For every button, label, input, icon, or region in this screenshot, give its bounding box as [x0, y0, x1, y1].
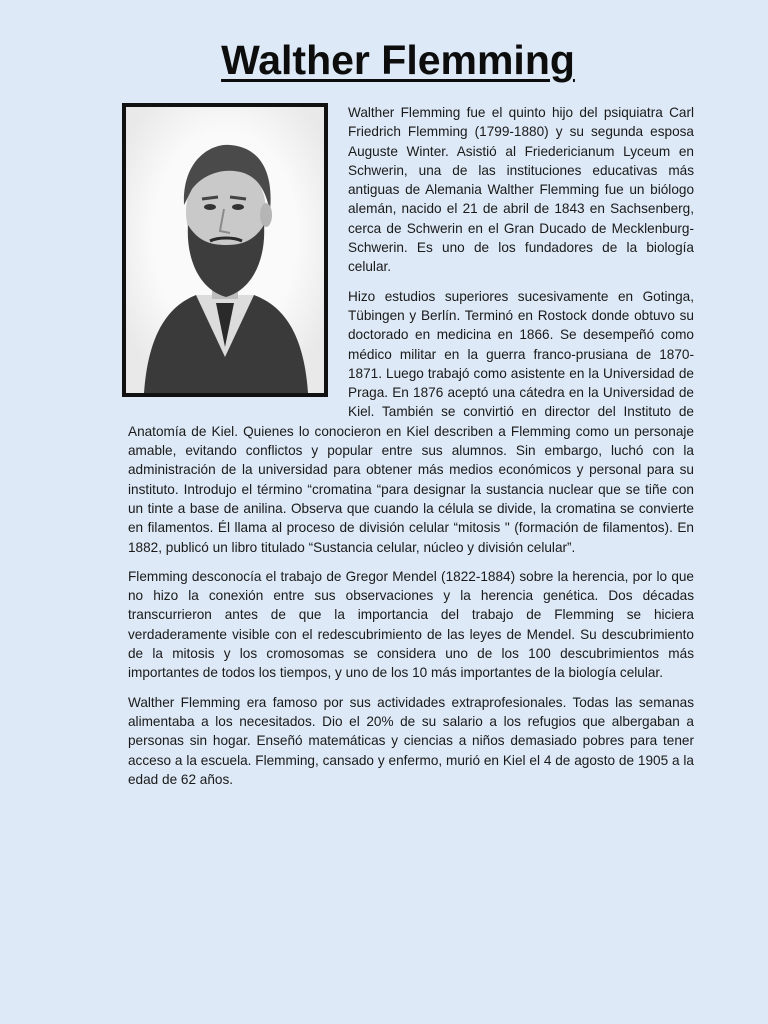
portrait-photo-icon — [126, 107, 324, 393]
portrait-photo — [122, 103, 328, 397]
paragraph-3: Flemming desconocía el trabajo de Gregor Mendel (1822-1884) sobre la herencia, por lo que no hizo la conexión entre sus observaciones y la herencia genética. Dos décadas transcurrieron antes de que la importancia del trabajo de Flemming se hiciera verdaderamente visible con el redescubrimiento de las leyes de Mendel. Su descubrimiento de la mitosis y los cromosomas se considera uno de los 100 descubrimientos más importantes de todos los tiempos, y uno de los 10 más importantes de la biología celular. — [128, 568, 694, 681]
paragraph-4: Walther Flemming era famoso por sus actividades extraprofesionales. Todas las semanas alimentaba a los necesitados. Dio el 20% de su salario a los refugios que albergaban a personas sin hogar. Enseñó matemáticas y ciencias a niños demasiado pobres para tener acceso a la escuela. Flemming, cansado y enfermo, murió en Kiel el 4 de agosto de 1905 a la edad de 62 años. — [128, 694, 694, 787]
document-body — [128, 103, 694, 799]
paragraph-2: Hizo estudios superiores sucesivamente en Gotinga, Tübingen y Berlín. Terminó en Rostock donde obtuvo su doctorado en medicina en 1866. Se desempeñó como médico militar en la guerra franco-prusiana de 1870-1871. Luego trabajó como asistente en la Universidad de Praga. En 1876 aceptó una cátedra en la Universidad de Kiel. También se convirtió en director del Instituto de Anatomía de Kiel. Quienes lo conocieron en Kiel describen a Flemming como un personaje amable, evitando conflictos y popular entre sus alumnos. Sin embargo, luchó con la administración de la universidad para obtener más medios económicos y personal para su instituto. Introdujo el término “cromatina “para designar la sustancia nuclear que se tiñe con un tinte a base de anilina. Observa que cuando la célula se divide, la cromatina se convierte en filamentos. Él llama al proceso de división celular “mitosis " (formación de filamentos). En 1882, publicó un libro titulado “Sustancia celular, núcleo y división celular”. — [128, 288, 694, 555]
page-title: Walther Flemming — [221, 37, 575, 83]
paragraph-1: Walther Flemming fue el quinto hijo del psiquiatra Carl Friedrich Flemming (1799-1880) y su segunda esposa Auguste Winter. Asistió al Friedericianum Lyceum en Schwerin, una de las instituciones educativas más antiguas de Alemania Walther Flemming fue un biólogo alemán, nacido el 21 de abril de 1843 en Sachsenberg, cerca de Schwerin en el Gran Ducado de Mecklenburg-Schwerin. Es uno de los fundadores de la biología celular. — [348, 105, 694, 275]
